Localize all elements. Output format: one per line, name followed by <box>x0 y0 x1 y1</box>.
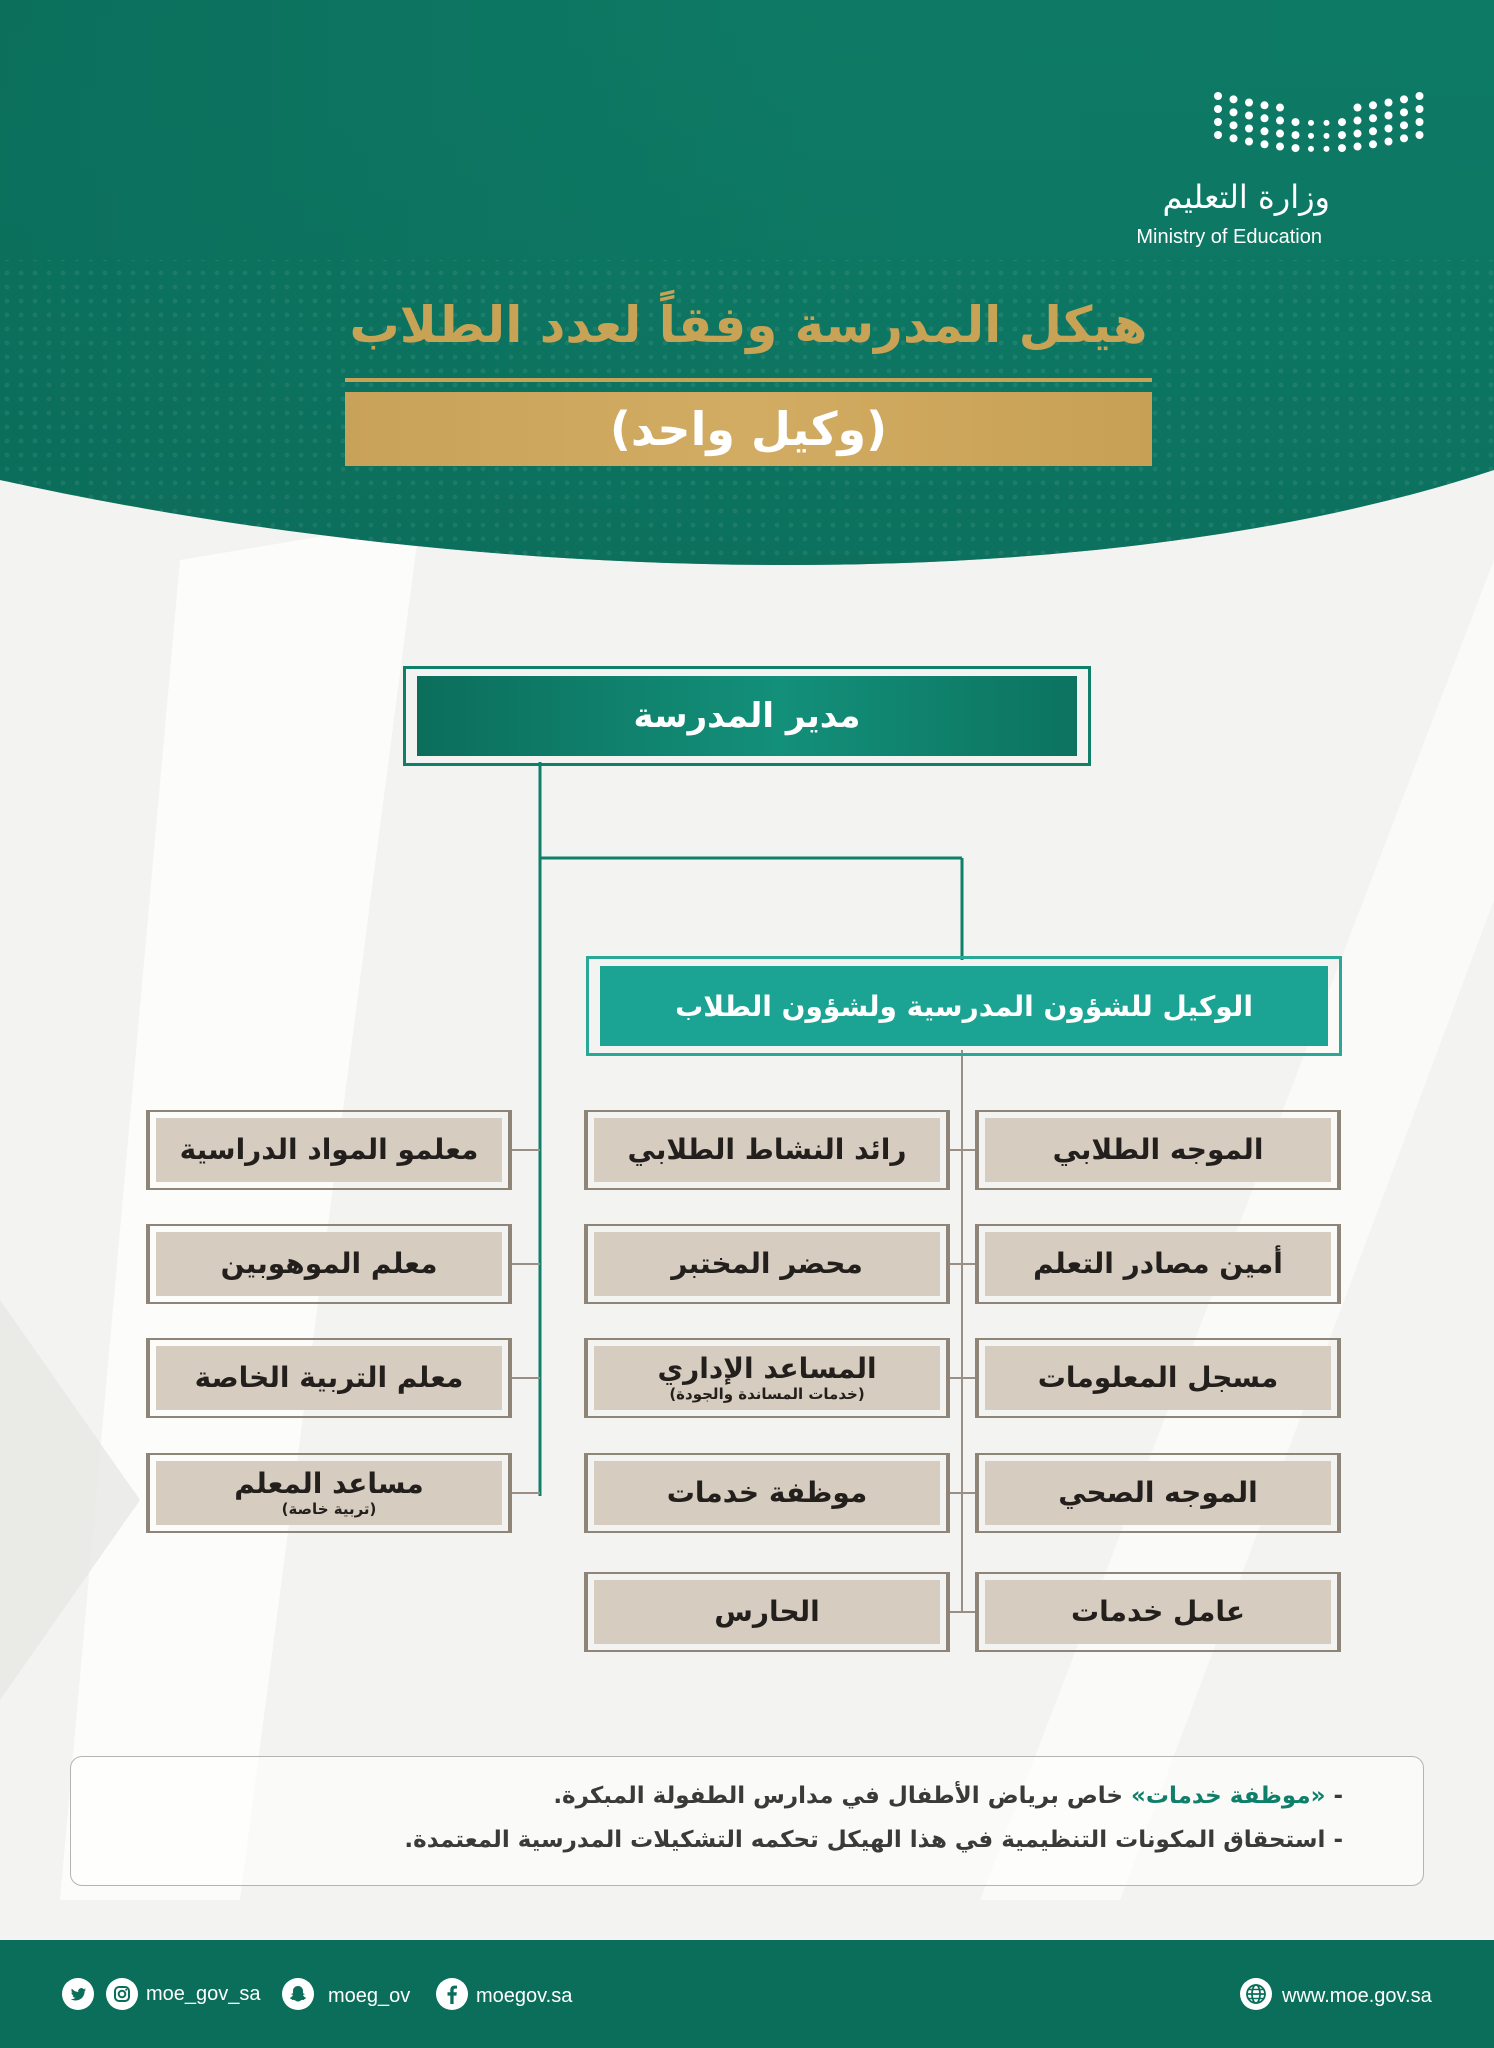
website-link[interactable]: www.moe.gov.sa <box>1282 1985 1432 2007</box>
note-1-text: خاص برياض الأطفال في مدارس الطفولة المبكرة. <box>553 1783 1124 1809</box>
service-employee-box <box>584 1453 950 1533</box>
special-education-teacher-box <box>146 1338 512 1418</box>
principal-box <box>403 666 1091 766</box>
role-label: معلم الموهوبين <box>220 1247 438 1280</box>
page-subtitle: (وكيل واحد) <box>345 392 1152 466</box>
learning-resources-box <box>975 1224 1341 1304</box>
role-label: الموجه الصحي <box>1058 1476 1258 1509</box>
footer <box>0 1940 1494 2048</box>
ministry-name-arabic: وزارة التعليم <box>1162 178 1330 216</box>
snapchat-handle[interactable]: moeg_ov <box>328 1985 411 2007</box>
role-sublabel: (خدمات المساندة والجودة) <box>669 1385 865 1403</box>
role-label: الموجه الطلابي <box>1052 1133 1264 1166</box>
role-label: معلم التربية الخاصة <box>194 1361 464 1394</box>
ministry-name-english: Ministry of Education <box>1136 226 1322 248</box>
teachers-box <box>146 1110 512 1190</box>
role-label: عامل خدمات <box>1070 1595 1246 1628</box>
role-label: محضر المختبر <box>671 1247 863 1280</box>
role-label: مساعد المعلم <box>234 1467 424 1500</box>
activity-leader-box <box>584 1110 950 1190</box>
note-1: - «موظفة خدمات» خاص برياض الأطفال في مدارس الطفولة المبكرة. <box>553 1783 1343 1809</box>
note-2-text: استحقاق المكونات التنظيمية في هذا الهيكل تحكمه التشكيلات المدرسية المعتمدة. <box>404 1827 1326 1853</box>
role-label: مسجل المعلومات <box>1037 1361 1279 1394</box>
role-label: أمين مصادر التعلم <box>1033 1247 1283 1280</box>
twitter-handle[interactable]: moe_gov_sa <box>146 1983 261 2005</box>
twitter-icon[interactable] <box>62 1978 94 2010</box>
snapchat-icon[interactable] <box>282 1978 314 2010</box>
principal-label: مدير المدرسة <box>633 696 861 736</box>
notes-box <box>70 1756 1424 1886</box>
admin-assistant-box <box>584 1338 950 1418</box>
note-1-highlight: «موظفة خدمات» <box>1131 1783 1326 1809</box>
role-sublabel: (تربية خاصة) <box>281 1500 377 1518</box>
instagram-icon[interactable] <box>106 1978 138 2010</box>
note-2: - استحقاق المكونات التنظيمية في هذا الهيكل تحكمه التشكيلات المدرسية المعتمدة. <box>404 1827 1343 1853</box>
role-label: موظفة خدمات <box>666 1476 868 1509</box>
role-label: معلمو المواد الدراسية <box>179 1133 479 1166</box>
health-counselor-box <box>975 1453 1341 1533</box>
gifted-teacher-box <box>146 1224 512 1304</box>
lab-technician-box <box>584 1224 950 1304</box>
facebook-icon[interactable] <box>436 1978 468 2010</box>
service-worker-box <box>975 1572 1341 1652</box>
deputy-box <box>586 956 1342 1056</box>
role-label: رائد النشاط الطلابي <box>627 1133 907 1166</box>
role-label: المساعد الإداري <box>657 1352 877 1385</box>
guard-box <box>584 1572 950 1652</box>
role-label: الحارس <box>714 1595 820 1628</box>
globe-icon[interactable] <box>1240 1978 1272 2010</box>
teacher-assistant-box <box>146 1453 512 1533</box>
deputy-label: الوكيل للشؤون المدرسية ولشؤون الطلاب <box>675 989 1253 1023</box>
facebook-handle[interactable]: moegov.sa <box>476 1985 573 2007</box>
page-title: هيكل المدرسة وفقاً لعدد الطلاب <box>349 296 1148 354</box>
student-counselor-box <box>975 1110 1341 1190</box>
data-registrar-box <box>975 1338 1341 1418</box>
